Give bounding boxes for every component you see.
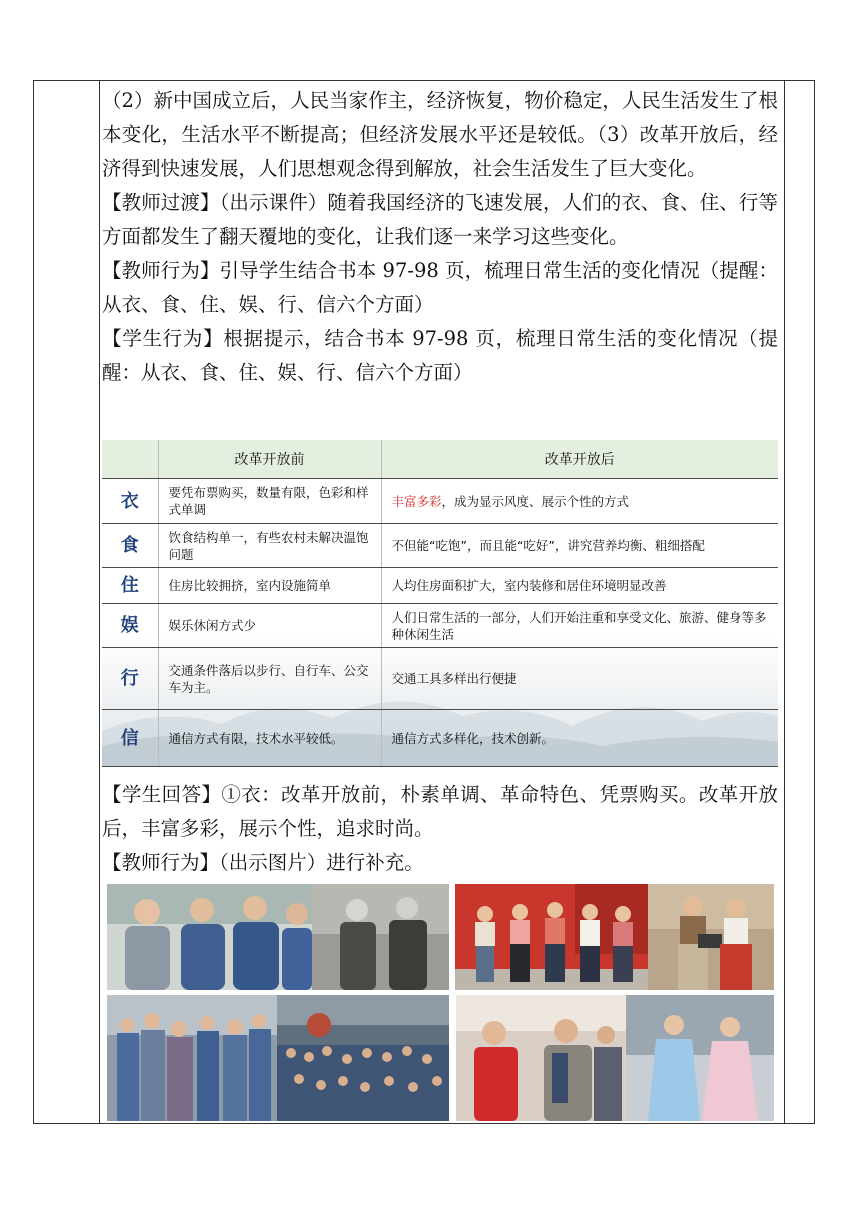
row-key: 衣 — [102, 479, 158, 524]
table-row — [102, 604, 778, 648]
photo-hanfu-girls — [626, 995, 774, 1121]
cell-after: 交通工具多样出行便捷 — [381, 648, 778, 710]
table-row — [102, 710, 778, 767]
row-key: 信 — [102, 710, 158, 767]
photo-crowd-street — [277, 995, 449, 1121]
photo-workers-march — [107, 995, 277, 1121]
column-divider-right — [784, 81, 785, 1123]
photo-old-soldiers — [312, 884, 449, 990]
lesson-content — [102, 84, 778, 390]
paragraph-teacher-action: 【教师行为】引导学生结合书本 97-98 页，梳理日常生活的变化情况（提醒：从衣、食、住、娱、行、信六个方面） — [102, 259, 778, 316]
table-row — [102, 524, 778, 568]
paragraph-student-action: 【学生行为】根据提示，结合书本 97-98 页，梳理日常生活的变化情况（提醒：从衣、食、住、娱、行、信六个方面） — [102, 327, 778, 384]
photo-old-cadres — [107, 884, 312, 990]
cell-before: 住房比较拥挤，室内设施简单 — [158, 568, 381, 604]
cell-after: 人均住房面积扩大，室内装修和居住环境明显改善 — [381, 568, 778, 604]
answer-content — [102, 778, 778, 880]
photo-modern-celebration — [456, 995, 626, 1121]
cell-after-text: ，成为显示风度、展示个性的方式 — [441, 493, 630, 509]
cell-before: 交通条件落后以步行、自行车、公交车为主。 — [158, 648, 381, 710]
comparison-table — [102, 440, 778, 767]
table-row — [102, 648, 778, 710]
cell-after: 不但能“吃饱”，而且能“吃好”，讲究营养均衡、粗细搭配 — [381, 524, 778, 568]
table-row — [102, 479, 778, 524]
table-header-row — [102, 440, 778, 479]
row-key: 行 — [102, 648, 158, 710]
cell-after: 人们日常生活的一部分，人们开始注重和享受文化、旅游、健身等多种休闲生活 — [381, 604, 778, 648]
row-key: 住 — [102, 568, 158, 604]
header-empty — [102, 440, 158, 479]
cell-before: 通信方式有限，技术水平较低。 — [158, 710, 381, 767]
photo-bellbottoms-group — [455, 884, 648, 990]
header-before: 改革开放前 — [158, 440, 381, 479]
table-row — [102, 568, 778, 604]
comparison-table-container — [102, 440, 778, 766]
cell-after — [381, 479, 778, 524]
highlight-text: 丰富多彩 — [391, 493, 442, 509]
column-divider-left — [99, 81, 100, 1123]
cell-before: 饮食结构单一，有些农村未解决温饱问题 — [158, 524, 381, 568]
cell-before: 娱乐休闲方式少 — [158, 604, 381, 648]
paragraph-show-pictures: 【教师行为】（出示图片）进行补充。 — [102, 851, 424, 874]
header-after: 改革开放后 — [381, 440, 778, 479]
cell-before: 要凭布票购买，数量有限，色彩和样式单调 — [158, 479, 381, 524]
paragraph-teacher-transition: 【教师过渡】（出示课件）随着我国经济的飞速发展，人们的衣、食、住、行等方面都发生了翻天覆地的变化，让我们逐一来学习这些变化。 — [102, 191, 778, 248]
row-key: 食 — [102, 524, 158, 568]
row-key: 娱 — [102, 604, 158, 648]
paragraph-student-answer: 【学生回答】①衣：改革开放前，朴素单调、革命特色、凭票购买。改革开放后，丰富多彩，展示个性，追求时尚。 — [102, 783, 778, 840]
paragraph-economy: （2）新中国成立后，人民当家作主，经济恢复，物价稳定，人民生活发生了根本变化，生活水平不断提高；但经济发展水平还是较低。（3）改革开放后，经济得到快速发展，人们思想观念得到解放，社会生活发生了巨大变化。 — [102, 89, 778, 180]
photo-bellbottoms-couple — [648, 884, 774, 990]
cell-after: 通信方式多样化，技术创新。 — [381, 710, 778, 767]
